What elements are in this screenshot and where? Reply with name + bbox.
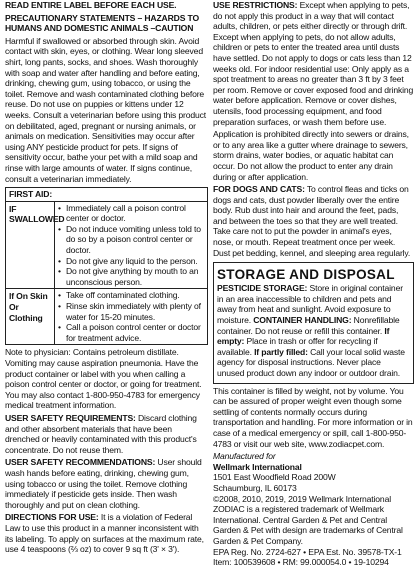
first-aid-label-skin: If On Skin Or Clothing — [6, 289, 55, 344]
storage-disposal-box — [213, 262, 414, 383]
bullet-icon: • — [58, 290, 61, 301]
first-aid-row-skin — [6, 289, 207, 344]
epa-registration-line: EPA Reg. No. 2724-627 • EPA Est. No. 39578-TX-1 — [213, 546, 402, 557]
dogs-and-cats — [213, 184, 414, 258]
storage-disposal-title: STORAGE AND DISPOSAL — [217, 267, 395, 283]
bullet-icon: • — [58, 301, 61, 312]
use-restrictions — [213, 0, 414, 127]
first-aid-table — [5, 187, 208, 345]
use-restrictions-text: Except when applying to pets, do not apply this product in a way that will contact adults, children, or pets either directly or through drift. Except when applying to pets, do not allow adults, children or pets to enter the treated area until dusts have settled. Do not apply to dogs or cats less than 12 weeks old. For indoor residential use: Only apply as a spot treatment to areas no greater than 3 ft by 3 feet per room. Remove or cover exposed food and drinking water before application. Remove or cover dishes, utensils, food processing equipment, and food preparation surfaces, or wash them before use. — [213, 0, 414, 127]
prohibited-application: Application is prohibited directly into sewers or drains, or to any area like a gutter where drainage to sewers, storm drains, water bodies, or aquatic habitat can occur. Do not allow the product to enter any drain during or after application. — [213, 129, 409, 182]
first-aid-item — [58, 203, 204, 224]
settling-paragraph: This container is filled by weight, not by volume. You can be assured of proper weight even though some settling of contents normally occurs during transportation and handling. For more information or in case of a medical emergency or spill, call 1-800-950-4783 or visit our web site, www.zodiacpet.com. — [213, 385, 413, 449]
if-empty-label: If empty: — [217, 325, 390, 347]
user-safety-requirements-text: Discard clothing and other absorbent materials that have been drenched or heavily contaminated with this product's concentrate. Do not reuse them. — [5, 412, 197, 455]
bullet-icon: • — [58, 322, 61, 333]
storage-disposal-text — [217, 283, 410, 378]
user-safety-requirements — [5, 413, 208, 455]
user-safety-recommendations — [5, 457, 208, 510]
bullet-icon: • — [58, 266, 61, 277]
if-partly-filled-label: If partly filled: — [254, 346, 308, 357]
directions-label: DIRECTIONS FOR USE: — [5, 512, 99, 523]
bullet-icon: • — [58, 255, 61, 266]
first-aid-item — [58, 266, 204, 287]
if-partly-filled-text: Call your local solid waste agency for disposal instructions. Never place unused product down any indoor or outdoor drain. — [217, 346, 405, 378]
first-aid-label-swallowed: IF SWALLOWED — [6, 202, 55, 289]
precautionary-heading: PRECAUTIONARY STATEMENTS – HAZARDS TO HUMANS AND DOMESTIC ANIMALS –CAUTION — [5, 12, 200, 34]
user-safety-requirements-label: USER SAFETY REQUIREMENTS: — [5, 412, 136, 423]
dogs-cats-label: FOR DOGS AND CATS: — [213, 184, 305, 195]
first-aid-items-swallowed — [55, 202, 207, 289]
bullet-icon: • — [58, 202, 61, 213]
first-aid-item-text: Do not give anything by mouth to an unconscious person. — [66, 266, 199, 287]
item-code-line: Item: 100539608 • RM: 99.000054.0 • 19-10294 — [213, 557, 389, 568]
first-aid-item-text: Call a poison control center or doctor for treatment advice. — [66, 322, 201, 343]
physician-note: Note to physician: Contains petroleum distillate. Vomiting may cause aspiration pneumonia. Have the product container or label with you when calling a poison control center or doctor, or going for treatment. You may also contact 1-800-950-4783 for emergency medical treatment information. — [5, 347, 202, 411]
right-column — [213, 0, 414, 568]
address-line: Schaumburg, IL 60173 — [213, 482, 297, 493]
user-safety-recommendations-text: User should wash hands before eating, drinking, chewing gum, using tobacco or using the toilet. Remove clothing immediately if pesticide gets inside. Then wash thoroughly and put on clean clothing. — [5, 457, 202, 510]
first-aid-item — [58, 256, 204, 267]
if-empty-text: Place in trash or offer for recycling if available. — [217, 336, 378, 357]
manufactured-for-label: Manufactured for — [213, 451, 276, 462]
first-aid-row-swallowed — [6, 202, 207, 290]
directions-for-use — [5, 512, 208, 554]
first-aid-item — [58, 224, 204, 256]
harmful-paragraph: Harmful if swallowed or absorbed through skin. Avoid contact with skin, eyes, or clothing. Wear long sleeved shirt, long pants, socks, and shoes. Wash thoroughly with soap and water after handling and before eating, drinking, chewing gum, using tobacco, or using the toilet. Remove and wash contaminated clothing before reuse. Do not use on puppies or kittens under 12 weeks. Consult a veterinarian before using this product on debilitated, aged, pregnant or nursing animals, or animals on medication. Sensitivities may occur after using ANY pesticide product for pets. If signs of sensitivity occur, bathe your pet with a mild soap and rinse with large amounts of water. If signs continue, consult a veterinarian immediately. — [5, 35, 206, 184]
read-label-heading: READ ENTIRE LABEL BEFORE EACH USE. — [5, 0, 177, 10]
first-aid-item-text: Rinse skin immediately with plenty of water for 15-20 minutes. — [66, 301, 201, 322]
user-safety-recommendations-label: USER SAFETY RECOMMENDATIONS: — [5, 457, 156, 468]
address-line: 1501 East Woodfield Road 200W — [213, 472, 336, 483]
use-restrictions-label: USE RESTRICTIONS: — [213, 0, 298, 10]
first-aid-item — [58, 301, 204, 322]
trademark-statement: ZODIAC is a registered trademark of Wellmark International. Central Garden & Pet and Central Garden & Pet with design are trademarks of Central Garden & Pet Company. — [213, 504, 403, 546]
first-aid-item-text: Immediately call a poison control center or doctor. — [66, 202, 186, 224]
first-aid-item-text: Do not give any liquid to the person. — [66, 255, 198, 266]
container-handling-text: Nonrefillable container. Do not reuse or refill this container. — [217, 315, 400, 336]
first-aid-title: FIRST AID: — [6, 188, 207, 202]
first-aid-item — [58, 322, 204, 343]
left-column — [5, 0, 208, 557]
copyright-line: ©2008, 2010, 2019, 2019 Wellmark International — [213, 493, 391, 504]
first-aid-items-skin — [55, 289, 207, 344]
first-aid-item — [58, 290, 204, 301]
container-handling-label: CONTAINER HANDLING: — [253, 315, 352, 326]
bullet-icon: • — [58, 223, 61, 234]
dogs-cats-text: To control fleas and ticks on dogs and cats, dust powder liberally over the entire body. Rub dust into hair and around the feet, pads, and between the toes so that they are well treated. Take care not to put the powder in animal's eyes, nose, or mouth. Repeat treatment once per week. Dust pet bedding, kennel, and sleeping area regularly. — [213, 184, 411, 258]
manufacturer-name: Wellmark International — [213, 461, 302, 472]
first-aid-item-text: Take off contaminated clothing. — [66, 290, 180, 301]
pesticide-storage-label: PESTICIDE STORAGE: — [217, 283, 308, 294]
pesticide-storage-text: Store in original container in an area inaccessible to children and pets and away from heat and sunlight. Avoid exposure to moisture. — [217, 283, 403, 326]
first-aid-item-text: Do not induce vomiting unless told to do so by a poison control center or doctor. — [66, 223, 201, 256]
directions-text: It is a violation of Federal Law to use this product in a manner inconsistent with its labeling. To apply on surfaces at the maximum rate, use 4 teaspoons (⅔ oz) to cover 9 sq ft (3' × 3'). — [5, 512, 204, 555]
